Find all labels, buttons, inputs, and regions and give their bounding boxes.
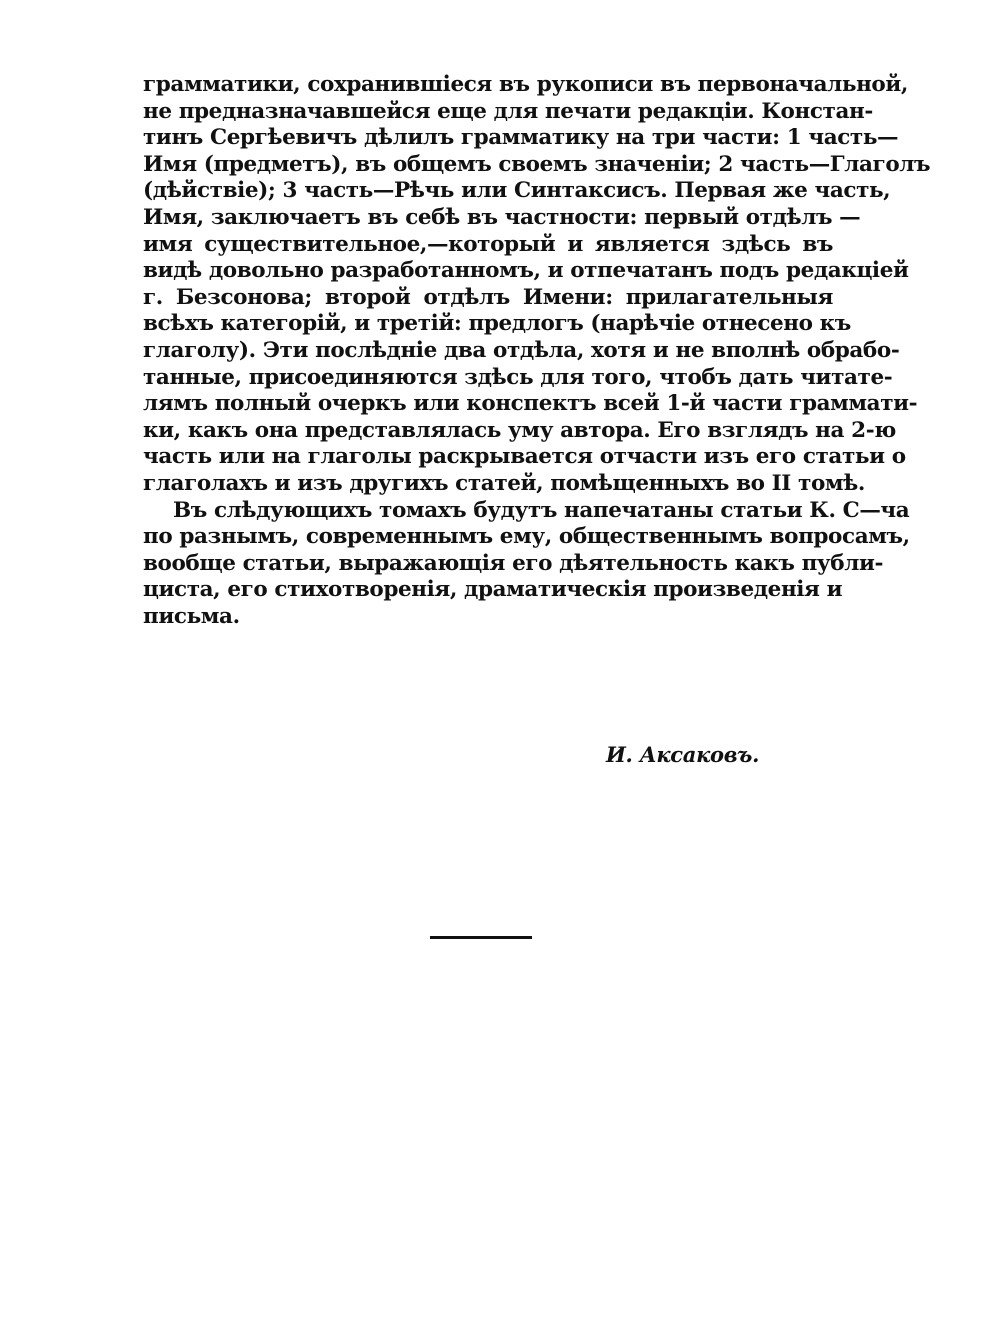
text-line: танные, присоединяются здѣсь для того, чтобъ дать читате- (143, 364, 893, 390)
text-line: (дѣйствіе); 3 часть—Рѣчь или Синтаксисъ. Первая же часть, (143, 178, 891, 204)
text-line: всѣхъ категорій, и третій: предлогъ (нарѣчіе отнесено къ (143, 311, 851, 337)
text-line: глаголахъ и изъ другихъ статей, помѣщенныхъ во II томѣ. (143, 470, 865, 496)
text-line: г. Безсонова; второй отдѣлъ Имени: прилагательныя (143, 284, 833, 310)
text-line: имя существительное,—который и является здѣсь въ (143, 231, 833, 257)
document-body (143, 72, 931, 630)
text-line: Въ слѣдующихъ томахъ будутъ напечатаны статьи К. С—ча (173, 497, 910, 523)
paragraph-next-volumes (143, 497, 910, 631)
text-line: не предназначавшейся еще для печати редакціи. Констан- (143, 98, 873, 124)
author-signature: И. Аксаковъ. (606, 742, 760, 767)
text-line: по разнымъ, современнымъ ему, общественнымъ вопросамъ, (143, 524, 910, 550)
text-line: вообще статьи, выражающія его дѣятельность какъ публи- (143, 550, 884, 576)
text-line: глаголу). Эти послѣдніе два отдѣла, хотя и не вполнѣ обрабо- (143, 337, 900, 363)
text-line: грамматики, сохранившіеся въ рукописи въ первоначальной, (143, 72, 909, 97)
text-line: Имя (предметъ), въ общемъ своемъ значеніи; 2 часть—Глаголъ (143, 151, 931, 177)
text-line: Имя, заключаетъ въ себѣ въ частности: первый отдѣлъ — (143, 204, 861, 230)
text-line: видѣ довольно разработанномъ, и отпечатанъ подъ редакціей (143, 258, 909, 284)
text-line: циста, его стихотворенія, драматическія произведенія и (143, 577, 843, 603)
text-line: письма. (143, 603, 240, 629)
section-divider (430, 936, 532, 939)
paragraph-grammar (143, 72, 931, 498)
text-line: ки, какъ она представлялась уму автора. Его взглядъ на 2-ю (143, 417, 896, 443)
text-line: часть или на глаголы раскрывается отчасти изъ его статьи о (143, 444, 906, 470)
text-line: тинъ Сергѣевичъ дѣлилъ грамматику на три части: 1 часть— (143, 125, 899, 151)
text-line: лямъ полный очеркъ или конспектъ всей 1-й части граммати- (143, 391, 918, 417)
